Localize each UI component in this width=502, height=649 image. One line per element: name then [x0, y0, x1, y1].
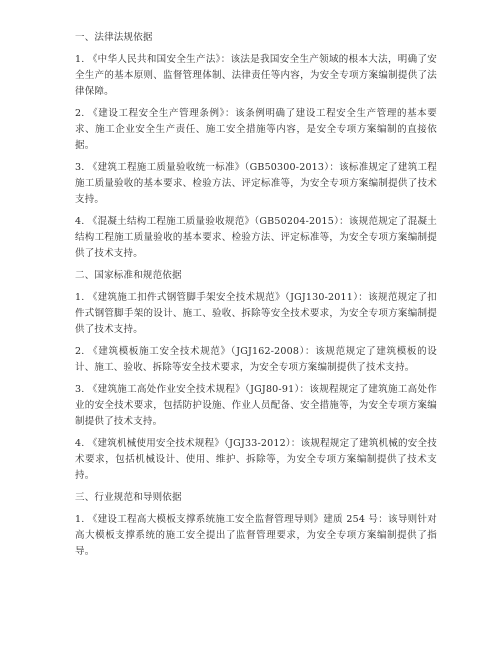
- section-heading: 一、法律法规依据: [75, 32, 153, 43]
- section-heading: 三、行业规范和导则依据: [75, 492, 182, 503]
- list-item: 4. 《混凝土结构工程施工质量验收规范》（GB50204-2015）：该规范规定了混凝土结构工程施工质量验收的基本要求、检验方法、评定标准等，为安全专项方案编制提供了技术支持。: [75, 216, 437, 259]
- list-item: 4. 《建筑机械使用安全技术规程》（JGJ33-2012）：该规程规定了建筑机械的安全技术要求，包括机械设计、使用、维护、拆除等，为安全专项方案编制提供了技术支持。: [75, 438, 437, 481]
- document-body: [75, 30, 437, 566]
- section-national-standards: [75, 268, 437, 484]
- list-item: 1. 《建设工程高大模板支撑系统施工安全监督管理导则》建质 254 号：该导则针对高大模板支撑系统的施工安全提出了监督管理要求，为安全专项方案编制提供了指导。: [75, 514, 437, 557]
- list-item: 3. 《建筑工程施工质量验收统一标准》（GB50300-2013）：该标准规定了建筑工程施工质量验收的基本要求、检验方法、评定标准等，为安全专项方案编制提供了技术支持。: [75, 162, 437, 205]
- list-item: 1. 《建筑施工扣件式钢管脚手架安全技术规范》（JGJ130-2011）：该规范规定了扣件式钢管脚手架的设计、施工、验收、拆除等安全技术要求，为安全专项方案编制提供了技术支持。: [75, 292, 437, 335]
- section-legal-basis: [75, 30, 437, 262]
- list-item: 1. 《中华人民共和国安全生产法》：该法是我国安全生产领域的根本大法，明确了安全生产的基本原则、监督管理体制、法律责任等内容，为安全专项方案编制提供了法律保障。: [75, 54, 437, 97]
- list-item: 3. 《建筑施工高处作业安全技术规程》（JGJ80-91）：该规程规定了建筑施工高处作业的安全技术要求，包括防护设施、作业人员配备、安全措施等，为安全专项方案编制提供了技术支持。: [75, 384, 437, 427]
- list-item: 2. 《建设工程安全生产管理条例》：该条例明确了建设工程安全生产管理的基本要求、施工企业安全生产责任、施工安全措施等内容，是安全专项方案编制的直接依据。: [75, 108, 437, 151]
- section-industry-guidelines: [75, 490, 437, 560]
- list-item: 2. 《建筑模板施工安全技术规范》（JGJ162-2008）：该规范规定了建筑模板的设计、施工、验收、拆除等安全技术要求，为安全专项方案编制提供了技术支持。: [75, 346, 437, 373]
- section-heading: 二、国家标准和规范依据: [75, 270, 182, 281]
